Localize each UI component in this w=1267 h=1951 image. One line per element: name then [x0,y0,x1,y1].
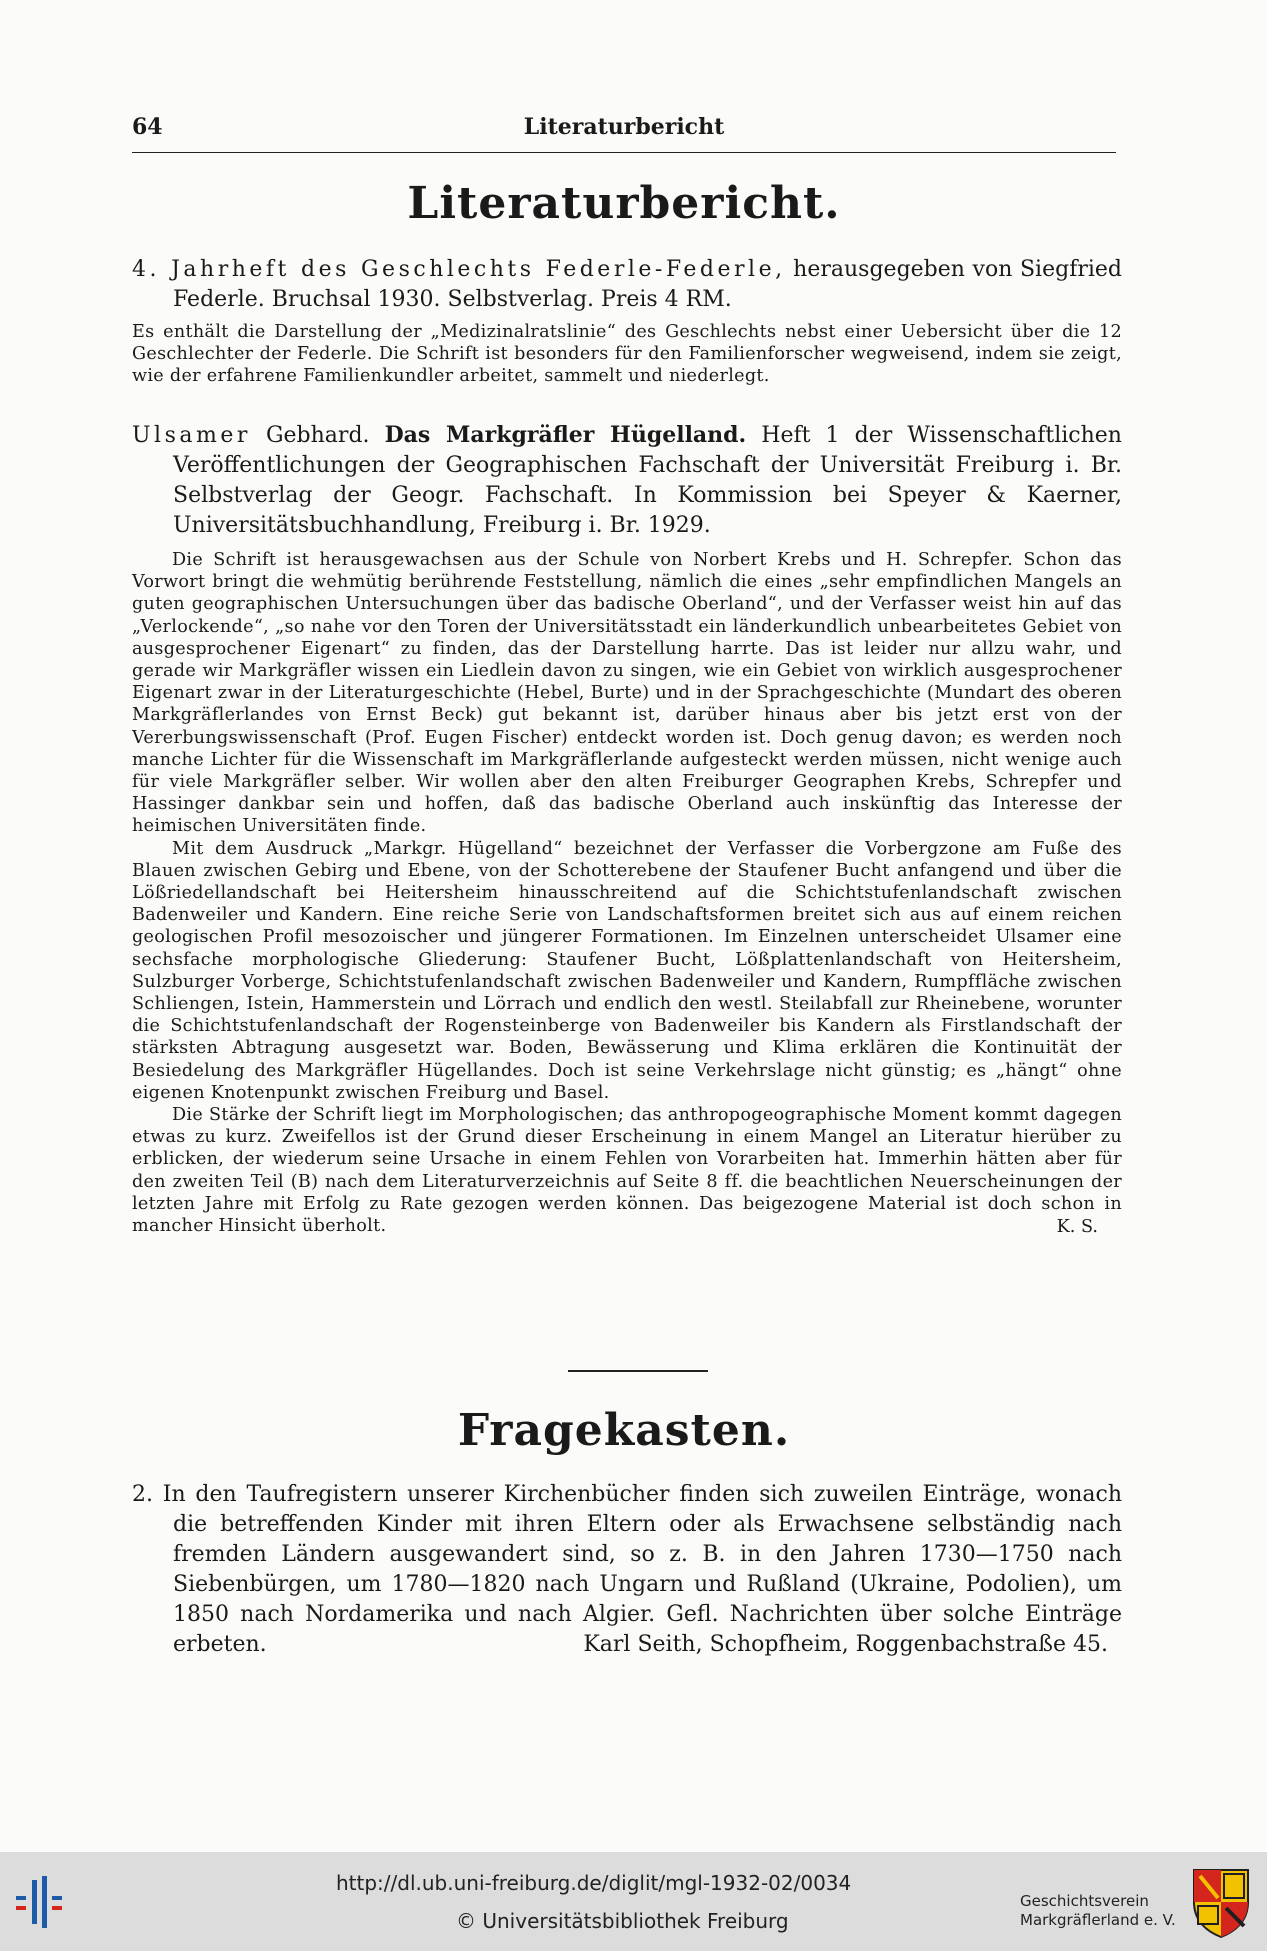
section-title-fragekasten: Fragekasten. [457,1405,791,1456]
citation-author: Ulsamer [132,423,251,448]
question-body: 2. In den Taufregistern unserer Kirchenbücher finden sich zuweilen Einträge, wonach die betreffenden Kinder mit ihren Eltern oder als Erwachsene selbständig nach fremden Ländern ausgewandert sind, so z. B. in den Jahren 1730—1750 nach Siebenbürgen, um 1780—1820 nach Ungarn und Rußland (Ukraine, Podolien), um 1850 nach Nordamerika und nach Algier. Gefl. Nachrichten über solche Einträge erbeten. [132,1482,1122,1657]
review-entry-federle [132,255,1122,388]
citation-title: Das Markgräfler Hügelland. [384,422,747,448]
citation-details: Heft 1 der Wissenschaftlichen Veröffentlichungen der Geographischen Fachschaft der Universität Freiburg i. Br. Selbstverlag der Geogr. Fachschaft. In Kommission bei Speyer & Kaerner, Universitätsbuchhandlung, Freiburg i. Br. 1929. [173,423,1122,538]
review-paragraph-1: Die Schrift ist herausgewachsen aus der Schule von Norbert Krebs und H. Schrepfer. Schon das Vorwort bringt die wehmütig berührende Feststellung, nämlich die eines „sehr empfindlichen Mangels an guten geographischen Untersuchungen über das badische Oberland“, und der Verfasser weist hin auf das „Verlockende“, „so nahe vor den Toren der Universitätsstadt ein länderkundlich unbearbeitetes Gebiet von ausgesprochener Eigenart“ zu finden, das der Darstellung harrte. Das ist leider nur allzu wahr, und gerade wir Markgräfler wissen ein Liedlein davon zu singen, wie ein Gebiet von wirklich ausgesprochener Eigenart zwar in der Literaturgeschichte (Hebel, Burte) und in der Sprachgeschichte (Mundart des oberen Markgräflerlandes von Ernst Beck) gut bekannt ist, darüber hinaus aber bis jetzt erst von der Vererbungswissenschaft (Prof. Eugen Fischer) entdeckt worden ist. Doch genug davon; es werden noch manche Lichter für die Wissenschaft im Markgräflerlande aufgesteckt werden müssen, nicht wenige auch für viele Markgräfler selber. Wir wollen aber den alten Freiburger Geographen Krebs, Schrepfer und Hassinger dankbar sein und hoffen, daß das badische Oberland auch inskünftig das Interesse der heimischen Universitäten finde. [132,550,1122,837]
citation-details: herausgegeben von Siegfried Federle. Bruchsal 1930. Selbstverlag. Preis 4 RM. [173,257,1122,312]
review-paragraph-3: Die Stärke der Schrift liegt im Morphologischen; das anthropogeographische Moment kommt dagegen etwas zu kurz. Zweifellos ist der Grund dieser Erscheinung in einem Mangel an Literatur hierüber zu erblicken, der wiederum seine Ursache in einem Fehlen von Vorarbeiten hat. Immerhin hätten aber für den zweiten Teil (B) nach dem Literaturverzeichnis auf Seite 8 ff. die beachtlichen Neuerscheinungen der letzten Jahre mit Erfolg zu Rate gezogen werden können. Das beigezogene Material ist doch schon in mancher Hinsicht überholt. [132,1105,1122,1237]
footer-organization [1020,1892,1176,1930]
footer-bar [0,1852,1267,1951]
running-head: Literaturbericht [523,114,725,140]
question-signature: Karl Seith, Schopfheim, Roggenbachstraße 45. [583,1632,1108,1657]
bibliographic-citation [132,420,1122,541]
review-signature: K. S. [1056,1217,1098,1238]
review-entry-ulsamer [132,420,1122,1237]
citation-number-title: 4. Jahrheft des Geschlechts Federle-Federle, [132,257,786,282]
question-entry [132,1480,1122,1660]
page-number: 64 [132,114,163,140]
markgraeflerland-crest-icon [1190,1866,1252,1940]
ub-freiburg-logo-icon [10,1872,80,1932]
citation-author-first: Gebhard. [250,423,385,448]
question-text [132,1480,1122,1660]
page-header [132,112,1116,153]
footer-org-line-1: Geschichtsverein [1020,1892,1149,1910]
review-text: Es enthält die Darstellung der „Medizinalratslinie“ des Geschlechts nebst einer Uebersicht über die 12 Geschlechter der Federle. Die Schrift ist besonders für den Familienforscher wegweisend, indem sie zeigt, wie der erfahrene Familienkundler arbeitet, sammelt und niederlegt. [132,322,1122,387]
footer-url[interactable]: http://dl.ub.uni-freiburg.de/diglit/mgl-1932-02/0034 [336,1871,852,1895]
review-paragraph-3-wrap [132,1104,1122,1237]
section-title-literaturbericht: Literaturbericht. [407,178,841,229]
review-paragraph-2: Mit dem Ausdruck „Markgr. Hügelland“ bezeichnet der Verfasser die Vorbergzone am Fuße des Blauen zwischen Gebirg und Ebene, von der Schotterebene der Staufener Bucht anfangend und über die Lößriedellandschaft bei Heitersheim hinausschreitend auf die Schichtstufenlandschaft zwischen Badenweiler und Kandern. Eine reiche Serie von Landschaftsformen breitet sich aus auf einem reichen geologischen Profil mesozoischer und jüngerer Formationen. Im Einzelnen unterscheidet Ulsamer eine sechsfache morphologische Gliederung: Staufener Bucht, Lößplattenlandschaft von Heitersheim, Sulzburger Vorberge, Schichtstufenlandschaft zwischen Badenweiler und Kandern, Rumpffläche zwischen Schliengen, Istein, Hammerstein und Lörrach und endlich den westl. Steilabfall zur Rheinebene, worunter die Schichtstufenlandschaft der Rogensteinberge von Badenweiler bis Kandern als Firstlandschaft der stärksten Abtragung ausgesetzt war. Boden, Bewässerung und Klima erklären die Kontinuität der Besiedelung des Markgräfler Hügellandes. Doch ist seine Verkehrslage nicht günstig; es „hängt“ ohne eigenen Knotenpunkt zwischen Freiburg und Basel. [132,838,1122,1103]
footer-org-line-2: Markgräflerland e. V. [1020,1911,1176,1929]
footer-copyright: © Universitätsbibliothek Freiburg [456,1909,789,1933]
section-divider [568,1370,708,1372]
bibliographic-citation [132,255,1122,315]
